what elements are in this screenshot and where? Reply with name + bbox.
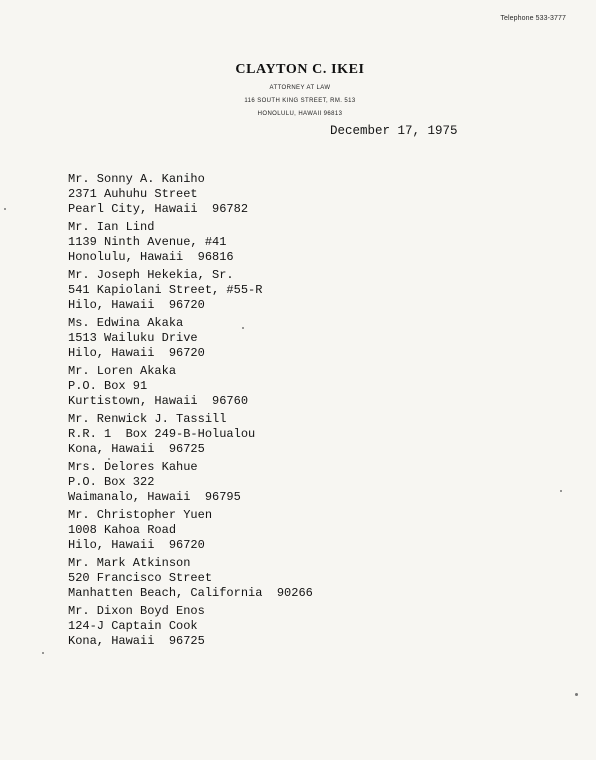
- recipient-name: Mr. Christopher Yuen: [68, 508, 213, 522]
- letterhead-city: HONOLULU, HAWAII 96813: [257, 111, 343, 117]
- recipient-address: [68, 412, 313, 460]
- scan-speck: [42, 652, 44, 654]
- recipient-address: [68, 268, 313, 316]
- recipient-name: Mr. Renwick J. Tassill: [68, 412, 227, 426]
- recipient-name: Mr. Ian Lind: [68, 220, 155, 234]
- telephone-number: Telephone 533-3777: [500, 15, 566, 22]
- recipient-city: Manhatten Beach, California 90266: [68, 586, 313, 600]
- recipient-name: Mr. Joseph Hekekia, Sr.: [68, 268, 234, 282]
- recipient-address: [68, 220, 313, 268]
- recipient-street: 2371 Auhuhu Street: [68, 187, 198, 201]
- recipient-city: Hilo, Hawaii 96720: [68, 346, 205, 360]
- recipient-city: Pearl City, Hawaii 96782: [68, 202, 249, 216]
- recipient-street: 541 Kapiolani Street, #55-R: [68, 283, 263, 297]
- recipient-name: Ms. Edwina Akaka: [68, 316, 184, 330]
- recipient-city: Kurtistown, Hawaii 96760: [68, 394, 249, 408]
- recipient-name: Mr. Loren Akaka: [68, 364, 177, 378]
- recipient-street: 1008 Kahoa Road: [68, 523, 177, 537]
- recipient-street: P.O. Box 91: [68, 379, 148, 393]
- recipient-street: 520 Francisco Street: [68, 571, 213, 585]
- recipient-street: P.O. Box 322: [68, 475, 155, 489]
- recipient-name: Mr. Dixon Boyd Enos: [68, 604, 205, 618]
- letterhead-street: 116 SOUTH KING STREET, RM. 513: [244, 98, 356, 104]
- recipient-city: Kona, Hawaii 96725: [68, 634, 205, 648]
- recipient-street: R.R. 1 Box 249-B-Holualou: [68, 427, 256, 441]
- recipient-street: 1513 Wailuku Drive: [68, 331, 198, 345]
- scan-speck: [575, 693, 578, 696]
- recipient-address: [68, 604, 313, 652]
- recipient-street: 124-J Captain Cook: [68, 619, 198, 633]
- recipient-address: [68, 172, 313, 220]
- recipient-address: [68, 316, 313, 364]
- recipient-street: 1139 Ninth Avenue, #41: [68, 235, 227, 249]
- recipient-city: Hilo, Hawaii 96720: [68, 538, 205, 552]
- letterhead-name: CLAYTON C. IKEI: [235, 62, 365, 77]
- recipient-city: Waimanalo, Hawaii 96795: [68, 490, 241, 504]
- recipient-list: [68, 172, 313, 652]
- scan-speck: [108, 458, 110, 460]
- scan-speck: [560, 490, 562, 492]
- letterhead-title: ATTORNEY AT LAW: [269, 85, 331, 91]
- letter-date: December 17, 1975: [330, 124, 458, 138]
- letterhead: [225, 62, 375, 121]
- recipient-name: Mr. Mark Atkinson: [68, 556, 191, 570]
- recipient-city: Honolulu, Hawaii 96816: [68, 250, 234, 264]
- recipient-address: [68, 508, 313, 556]
- recipient-city: Hilo, Hawaii 96720: [68, 298, 205, 312]
- recipient-name: Mrs. Delores Kahue: [68, 460, 198, 474]
- recipient-address: [68, 460, 313, 508]
- recipient-address: [68, 556, 313, 604]
- scan-speck: [4, 208, 6, 210]
- scan-speck: [242, 327, 244, 329]
- recipient-city: Kona, Hawaii 96725: [68, 442, 205, 456]
- recipient-address: [68, 364, 313, 412]
- recipient-name: Mr. Sonny A. Kaniho: [68, 172, 205, 186]
